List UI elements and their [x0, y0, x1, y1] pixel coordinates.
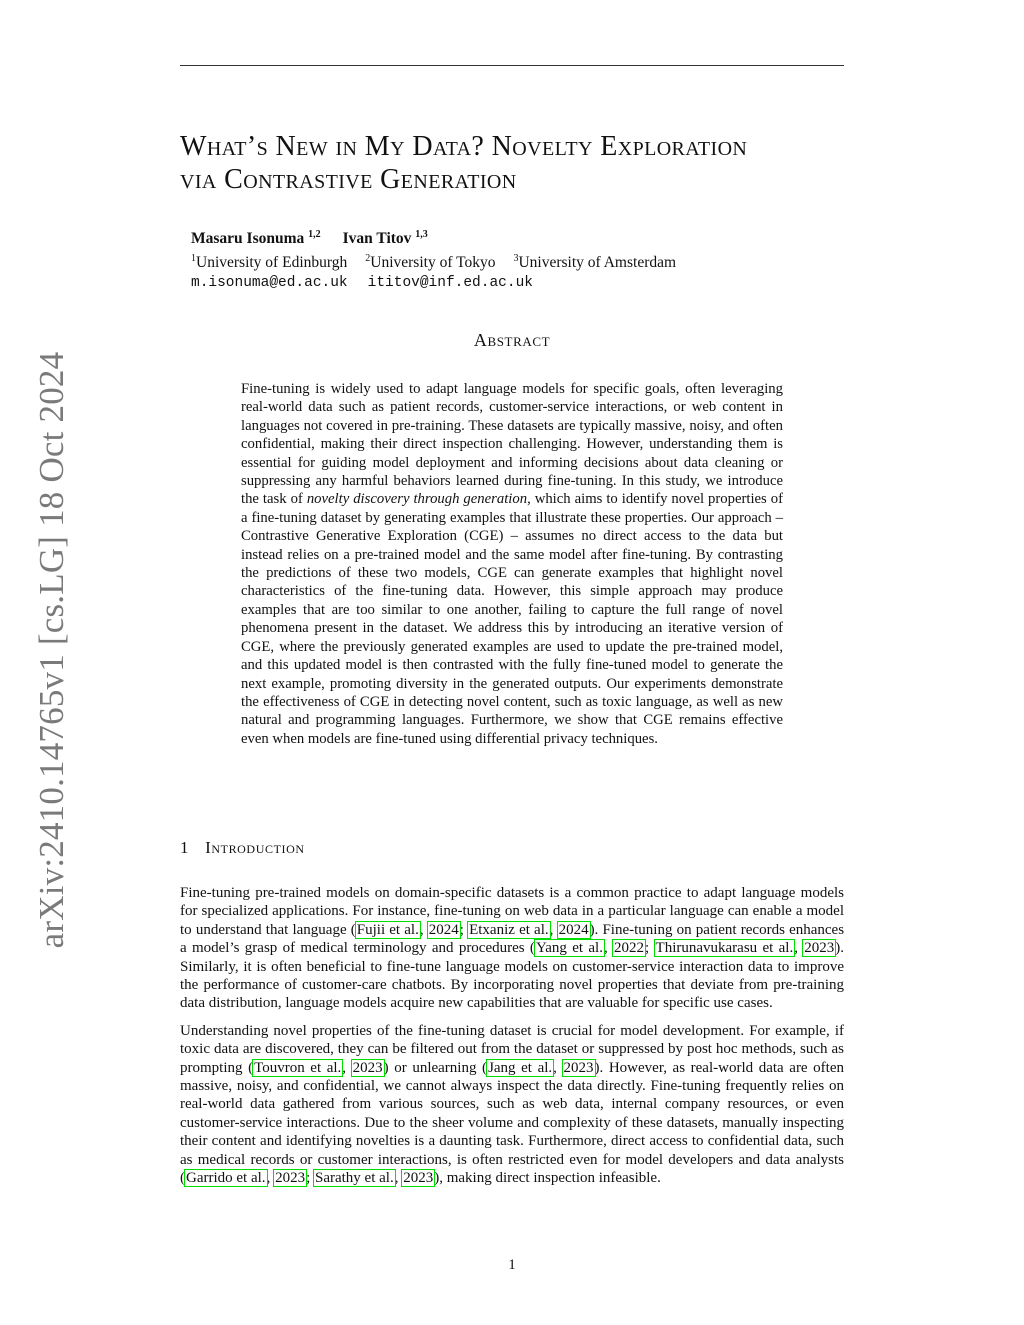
author: Masaru Isonuma $^{1,2}$: [191, 229, 321, 248]
citation-link[interactable]: 2023: [403, 1170, 434, 1187]
citation-link[interactable]: 2023: [352, 1059, 383, 1076]
author-names: [191, 225, 676, 249]
citation-link[interactable]: 2022: [614, 940, 645, 957]
email: m.isonuma@ed.ac.uk: [191, 275, 348, 292]
page-number: 1: [508, 1257, 516, 1273]
citation-link[interactable]: Garrido et al.: [186, 1170, 266, 1187]
paper-title: [180, 130, 860, 196]
affiliation: $^1$University of Edinburgh: [191, 253, 348, 272]
citation-link[interactable]: Etxaniz et al.: [469, 921, 549, 938]
citation-link[interactable]: 2023: [804, 940, 835, 957]
citation-link[interactable]: Yang et al.: [535, 940, 603, 957]
abstract-heading: Abstract: [473, 330, 551, 350]
title-line-2: via Contrastive Generation: [180, 164, 517, 195]
author-emails: [191, 273, 676, 293]
citation-link[interactable]: 2023: [563, 1059, 594, 1076]
arxiv-identifier: arXiv:2410.14765v1 [cs.LG] 18 Oct 2024: [32, 351, 71, 949]
author-block: [191, 225, 676, 293]
title-line-1: What’s New in My Data? Novelty Exploration: [180, 131, 748, 162]
citation-link[interactable]: 2023: [275, 1170, 306, 1187]
paragraph: Fine-tuning pre-trained models on domain-specific datasets is a common practice to adapt language models for specialized applications. For instance, fine-tuning on web data in a particular language can enable a model to understand that language (Fujii et al., 2024; Etxaniz et al., 2024). Fine-tuning on patient records enhances a model’s grasp of medical terminology and procedures (Yang et al., 2022; Thirunavukarasu et al., 2023). Similarly, it is often beneficial to fine-tune language models on customer-service interaction data to improve the performance of customer-care chatbots. By incorporating novel properties that deviate from pre-training data distribution, language models acquire new capabilities that are valuable for specific use cases.: [180, 885, 845, 1012]
affiliations: [191, 249, 676, 273]
email: ititov@inf.ed.ac.uk: [367, 275, 533, 292]
citation-link[interactable]: 2024: [558, 921, 589, 938]
citation-link[interactable]: Sarathy et al.: [314, 1170, 394, 1187]
citation-link[interactable]: Fujii et al.: [356, 921, 419, 938]
citation-link[interactable]: Thirunavukarasu et al.: [655, 940, 794, 957]
affiliation: $^3$University of Amsterdam: [513, 253, 677, 272]
citation-link[interactable]: 2024: [428, 921, 459, 938]
abstract-emphasis: novelty discovery through generation: [306, 491, 528, 508]
citation-link[interactable]: Touvron et al.: [254, 1059, 342, 1076]
top-rule: [180, 65, 844, 66]
section-number: 1: [180, 838, 190, 857]
abstract-text: Fine-tuning is widely used to adapt language models for specific goals, often leveraging real-world data such as patient records, customer-service interactions, or web content in languages not covered in pre-training. These datasets are typically massive, noisy, and often confidential, making their direct inspection challenging. However, understanding them is essential for guiding model deployment and informing decisions about data cleaning or suppressing any harmful behaviors learned during fine-tuning. In this study, we introduce the task of novelty discovery through generation, which aims to identify novel properties of a fine-tuning dataset by generating examples that illustrate these properties. Our approach – Contrastive Generative Exploration (CGE) – assumes no direct access to the data but instead relies on a pre-trained model and the same model after fine-tuning. By contrasting the predictions of these two models, CGE can generate examples that highlight novel characteristics of the fine-tuning data. However, this simple approach may produce examples that are too similar to one another, failing to capture the full range of novel phenomena present in the dataset. We address this by introducing an iterative version of CGE, where the previously generated examples are used to update the pre-trained model, and this updated model is then contrasted with the fully fine-tuned model to generate the next example, promoting diversity in the generated outputs. Our experiments demonstrate the effectiveness of CGE in detecting novel content, such as toxic language, as well as new natural and programming languages. Furthermore, we show that CGE remains effective even when models are fine-tuned using differential privacy techniques.: [241, 381, 783, 747]
author: Ivan Titov $^{1,3}$: [342, 229, 428, 248]
introduction-body: [180, 884, 844, 1197]
paragraph: Understanding novel properties of the fine-tuning dataset is crucial for model development. For example, if toxic data are discovered, they can be filtered out from the dataset or suppressed by post hoc methods, such as prompting (Touvron et al., 2023) or unlearning (Jang et al., 2023). However, as real-world data are often massive, noisy, and confidential, we cannot always inspect the data directly. Fine-tuning frequently relies on real-world data gathered from various sources, such as web data, internal company resources, or even customer-service interactions. Due to the sheer volume and complexity of these datasets, manually inspecting their content and identifying novelties is a daunting task. Furthermore, direct access to confidential data, such as medical records or customer interactions, is often restricted even for model developers and data analysts (Garrido et al., 2023; Sarathy et al., 2023), making direct inspection infeasible.: [180, 1022, 845, 1187]
citation-link[interactable]: Jang et al.: [488, 1059, 553, 1076]
section-heading: [180, 838, 305, 858]
affiliation: $^2$University of Tokyo: [365, 253, 496, 272]
section-title: Introduction: [205, 838, 305, 857]
